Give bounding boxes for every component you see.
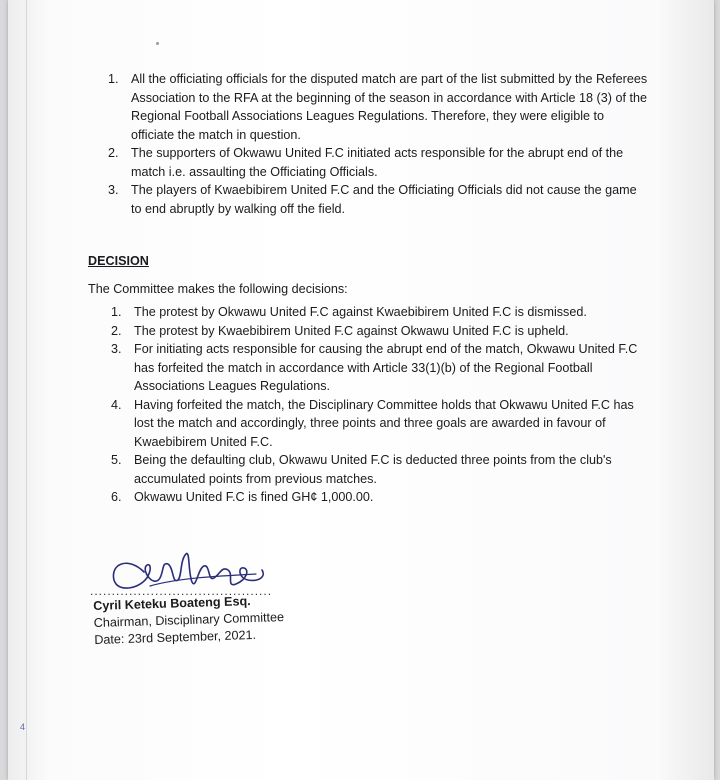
finding-item: 1. All the officiating officials for the disputed match are part of the list submitted by the Referees Association to the RFA at the beginning of the season in accordance with Article 18 (3) of the Regional Football Associations Leagues Regulations. Therefore, they were eligible to officiate the match in question. xyxy=(108,72,648,142)
decision-text: Okwawu United F.C is fined GH¢ 1,000.00. xyxy=(134,490,374,504)
decision-item: 5. Being the defaulting club, Okwawu United F.C is deducted three points from the club's accumulated points from previous matches. xyxy=(111,453,612,486)
finding-text: The supporters of Okwawu United F.C initiated acts responsible for the abrupt end of the match i.e. assaulting the Officiating Officials. xyxy=(131,146,624,179)
signature-line: .......................................... xyxy=(90,584,273,598)
signature-date: Date: 23rd September, 2021. xyxy=(94,627,257,647)
signatory-title: Chairman, Disciplinary Committee xyxy=(93,610,285,630)
signatory-name: Cyril Keteku Boateng Esq. xyxy=(93,594,251,613)
decision-item: 1. The protest by Okwawu United F.C against Kwaebibirem United F.C is dismissed. xyxy=(111,305,587,319)
paper-speck xyxy=(156,42,159,45)
decision-item: 2. The protest by Kwaebibirem United F.C against Okwawu United F.C is upheld. xyxy=(111,323,569,338)
page-number: 4 xyxy=(20,722,26,732)
decision-text: Being the defaulting club, Okwawu United F.C is deducted three points from the club's accumulated points from previous matches. xyxy=(134,453,612,486)
decision-heading: DECISION xyxy=(88,254,149,268)
decision-text: The protest by Kwaebibirem United F.C against Okwawu United F.C is upheld. xyxy=(134,323,569,338)
decision-text: The protest by Okwawu United F.C against Kwaebibirem United F.C is dismissed. xyxy=(134,305,587,319)
document-page xyxy=(8,0,714,780)
decision-item: 4. Having forfeited the match, the Disciplinary Committee holds that Okwawu United F.C has lost the match and accordingly, three points and three goals are awarded in favour of Kwaebibirem United F.C. xyxy=(111,397,634,449)
decision-text: Having forfeited the match, the Disciplinary Committee holds that Okwawu United F.C has lost the match and accordingly, three points and three goals are awarded in favour of Kwaebibirem United F.C. xyxy=(134,397,634,449)
findings-list xyxy=(108,70,648,218)
finding-item: 2. The supporters of Okwawu United F.C initiated acts responsible for the abrupt end of the match i.e. assaulting the Officiating Officials. xyxy=(108,146,624,179)
decision-item: 3. For initiating acts responsible for causing the abrupt end of the match, Okwawu United F.C has forfeited the match in accordance with Article 33(1)(b) of the Regional Football Associations Leagues Regulations. xyxy=(111,342,638,393)
finding-text: The players of Kwaebibirem United F.C and the Officiating Officials did not cause the game to end abruptly by walking off the field. xyxy=(131,183,637,216)
decision-item: 6. Okwawu United F.C is fined GH¢ 1,000.00. xyxy=(111,490,374,504)
finding-text: All the officiating officials for the disputed match are part of the list submitted by the Referees Association to the RFA at the beginning of the season in accordance with Article 18 (3) of the Regional Football Associations Leagues Regulations. Therefore, they were eligible to officiate the match in question. xyxy=(131,72,648,142)
decision-intro: The Committee makes the following decisions: xyxy=(88,282,348,296)
decision-list xyxy=(111,303,646,507)
page-fold-shadow xyxy=(26,0,27,780)
decision-text: For initiating acts responsible for causing the abrupt end of the match, Okwawu United F.C has forfeited the match in accordance with Article 33(1)(b) of the Regional Football Associations Leagues Regulations. xyxy=(134,342,638,393)
finding-item: 3. The players of Kwaebibirem United F.C and the Officiating Officials did not cause the game to end abruptly by walking off the field. xyxy=(108,183,637,216)
signatory-block xyxy=(93,592,285,649)
